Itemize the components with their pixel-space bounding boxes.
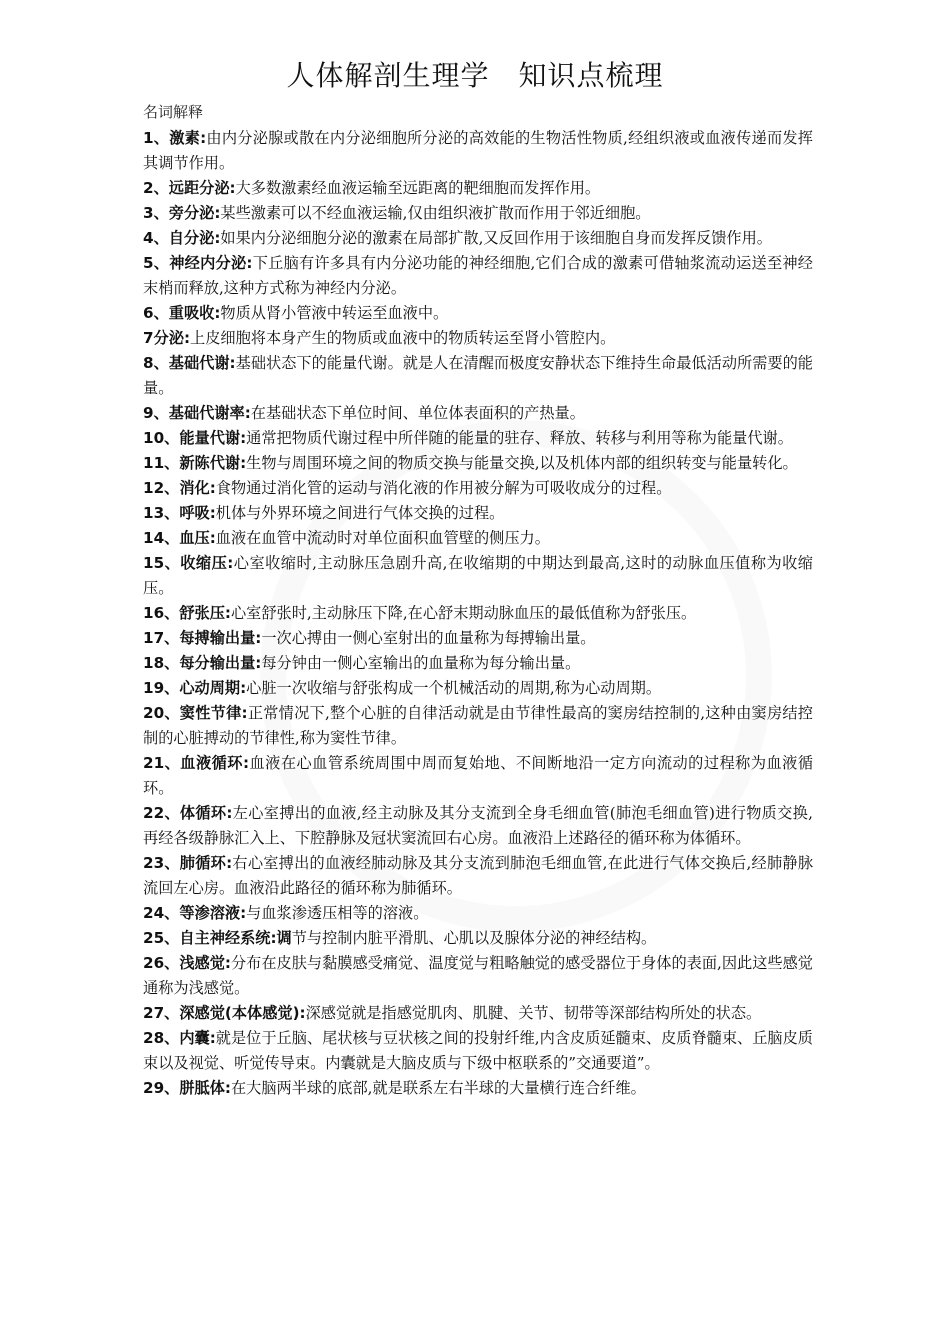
glossary-entry: [143, 176, 813, 201]
glossary-entry: [143, 451, 813, 476]
glossary-entry: [143, 926, 813, 951]
glossary-entry: [143, 301, 813, 326]
entry-definition: 一次心搏由一侧心室射出的血量称为每搏输出量。: [261, 629, 596, 647]
glossary-entry: [143, 426, 813, 451]
glossary-entry: [143, 626, 813, 651]
glossary-entry: [143, 901, 813, 926]
entry-definition: 节与控制内脏平滑肌、心肌以及腺体分泌的神经结构。: [291, 929, 657, 947]
entry-definition: 心室舒张时,主动脉压下降,在心舒末期动脉血压的最低值称为舒张压。: [230, 604, 697, 622]
entry-term: 25、自主神经系统:调: [143, 929, 292, 947]
entry-definition: 由内分泌腺或散在内分泌细胞所分泌的高效能的生物活性物质,经组织液或血液传递而发挥其调节作用。: [143, 129, 813, 172]
entry-term: 8、基础代谢:: [143, 354, 236, 372]
entry-term: 22、体循环:: [143, 804, 233, 822]
entry-definition: 食物通过消化管的运动与消化液的作用被分解为可吸收成分的过程。: [215, 479, 672, 497]
entry-definition: 通常把物质代谢过程中所伴随的能量的驻存、释放、转移与利用等称为能量代谢。: [246, 429, 793, 447]
entry-term: 19、心动周期:: [143, 679, 247, 697]
entry-definition: 心室收缩时,主动脉压急剧升高,在收缩期的中期达到最高,这时的动脉血压值称为收缩压。: [143, 554, 813, 597]
entry-definition: 每分钟由一侧心室输出的血量称为每分输出量。: [261, 654, 581, 672]
glossary-entry: [143, 1001, 813, 1026]
entry-definition: 血液在心血管系统周围中周而复始地、不间断地沿一定方向流动的过程称为血液循环。: [143, 754, 814, 797]
glossary-entry: [143, 601, 813, 626]
entry-definition: 基础状态下的能量代谢。就是人在清醒而极度安静状态下维持生命最低活动所需要的能量。: [143, 354, 813, 397]
entry-term: 1、激素:: [143, 129, 207, 147]
entry-term: 2、远距分泌:: [143, 179, 236, 197]
glossary-entry: [143, 326, 813, 351]
entry-term: 6、重吸收:: [143, 304, 221, 322]
glossary-entry: [143, 851, 813, 901]
glossary-entry: [143, 551, 813, 601]
glossary-entry: [143, 126, 813, 176]
glossary-entry: [143, 201, 813, 226]
entry-term: 12、消化:: [143, 479, 216, 497]
glossary-entry: [143, 501, 813, 526]
entry-term: 3、旁分泌:: [143, 204, 221, 222]
entry-term: 5、神经内分泌:: [143, 254, 253, 272]
entry-term: 17、每搏输出量:: [143, 629, 262, 647]
entry-term: 26、浅感觉:: [143, 954, 231, 972]
entry-definition: 正常情况下,整个心脏的自律活动就是由节律性最高的窦房结控制的,这种由窦房结控制的心脏搏动的节律性,称为窦性节律。: [143, 704, 813, 747]
entry-definition: 在大脑两半球的底部,就是联系左右半球的大量横行连合纤维。: [230, 1079, 646, 1097]
entry-definition: 深感觉就是指感觉肌肉、肌腱、关节、韧带等深部结构所处的状态。: [305, 1004, 762, 1022]
entry-term: 18、每分输出量:: [143, 654, 262, 672]
page-title: 人体解剖生理学 知识点梳理: [286, 59, 664, 92]
glossary-entry: [143, 801, 813, 851]
entry-term: 11、新陈代谢:: [143, 454, 247, 472]
entry-term: 14、血压:: [143, 529, 216, 547]
glossary-entry: [143, 1076, 813, 1101]
entry-definition: 如果内分泌细胞分泌的激素在局部扩散,又反回作用于该细胞自身而发挥反馈作用。: [220, 229, 772, 247]
glossary-entry: [143, 401, 813, 426]
entry-definition: 心脏一次收缩与舒张构成一个机械活动的周期,称为心动周期。: [246, 679, 662, 697]
entry-definition: 某些激素可以不经血液运输,仅由组织液扩散而作用于邻近细胞。: [220, 204, 651, 222]
glossary-entry: [143, 351, 813, 401]
entry-definition: 右心室搏出的血液经肺动脉及其分支流到肺泡毛细血管,在此进行气体交换后,经肺静脉流回左心房。血液沿此路径的循环称为肺循环。: [143, 854, 814, 897]
entry-definition: 分布在皮肤与黏膜感受痛觉、温度觉与粗略触觉的感受器位于身体的表面,因此这些感觉通称为浅感觉。: [143, 954, 813, 997]
entry-term: 27、深感觉(本体感觉):: [143, 1004, 306, 1022]
entry-term: 21、血液循环:: [143, 754, 250, 772]
entry-definition: 生物与周围环境之间的物质交换与能量交换,以及机体内部的组织转变与能量转化。: [246, 454, 798, 472]
entry-definition: 就是位于丘脑、尾状核与豆状核之间的投射纤维,内含皮质延髓束、皮质脊髓束、丘脑皮质束以及视觉、听觉传导束。内囊就是大脑皮质与下级中枢联系的”交通要道”。: [143, 1029, 813, 1072]
glossary-entry: [143, 701, 813, 751]
glossary-entry: [143, 676, 813, 701]
glossary-entry: [143, 251, 813, 301]
entry-term: 20、窦性节律:: [143, 704, 248, 722]
glossary-entry: [143, 526, 813, 551]
entry-definition: 大多数激素经血液运输至远距离的靶细胞而发挥作用。: [235, 179, 601, 197]
entry-term: 28、内囊:: [143, 1029, 216, 1047]
glossary-entry: [143, 476, 813, 501]
entry-term: 23、肺循环:: [143, 854, 233, 872]
entry-definition: 上皮细胞将本身产生的物质或血液中的物质转运至肾小管腔内。: [190, 329, 616, 347]
entry-definition: 左心室搏出的血液,经主动脉及其分支流到全身毛细血管(肺泡毛细血管)进行物质交换,再经各级静脉汇入上、下腔静脉及冠状窦流回右心房。血液沿上述路径的循环称为体循环。: [143, 804, 813, 847]
entry-definition: 下丘脑有许多具有内分泌功能的神经细胞,它们合成的激素可借轴浆流动运送至神经末梢而释放,这种方式称为神经内分泌。: [143, 254, 813, 297]
glossary-entry: [143, 951, 813, 1001]
entry-term: 24、等渗溶液:: [143, 904, 247, 922]
glossary-entry: [143, 751, 813, 801]
glossary-list: [143, 126, 813, 1101]
entry-term: 10、能量代谢:: [143, 429, 247, 447]
entry-term: 7分泌:: [143, 329, 191, 347]
entry-definition: 与血浆渗透压相等的溶液。: [246, 904, 429, 922]
section-heading: 名词解释: [143, 103, 204, 121]
entry-term: 13、呼吸:: [143, 504, 216, 522]
entry-definition: 在基础状态下单位时间、单位体表面积的产热量。: [250, 404, 585, 422]
entry-definition: 机体与外界环境之间进行气体交换的过程。: [215, 504, 505, 522]
entry-term: 29、胼胝体:: [143, 1079, 231, 1097]
entry-term: 16、舒张压:: [143, 604, 231, 622]
glossary-entry: [143, 226, 813, 251]
entry-definition: 物质从肾小管液中转运至血液中。: [220, 304, 449, 322]
entry-term: 15、收缩压:: [143, 554, 234, 572]
entry-term: 4、自分泌:: [143, 229, 221, 247]
glossary-entry: [143, 651, 813, 676]
glossary-entry: [143, 1026, 813, 1076]
entry-definition: 血液在血管中流动时对单位面积血管壁的侧压力。: [215, 529, 550, 547]
entry-term: 9、基础代谢率:: [143, 404, 251, 422]
